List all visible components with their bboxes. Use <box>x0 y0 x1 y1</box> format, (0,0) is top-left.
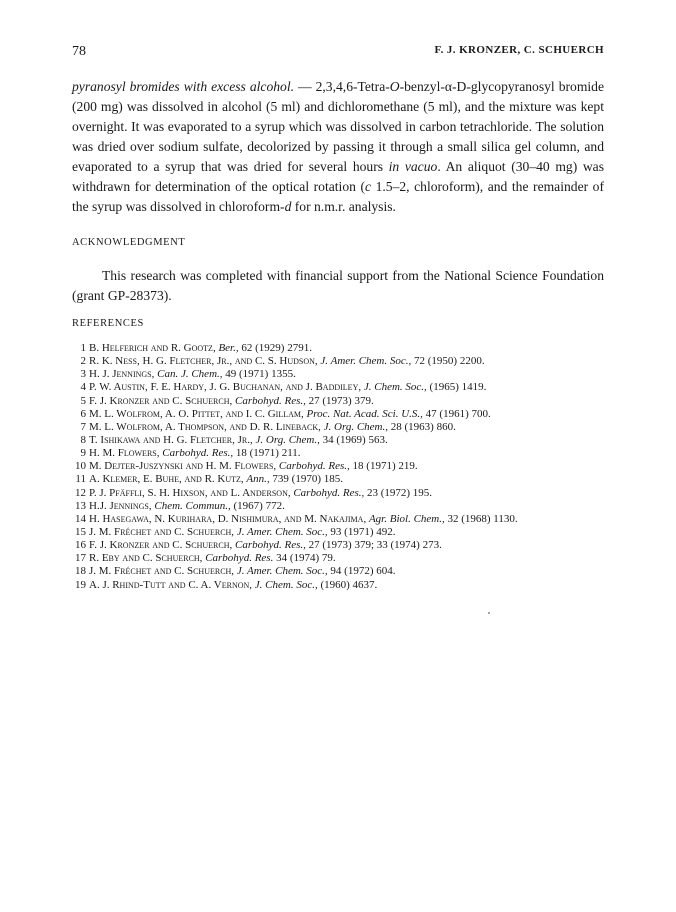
reference-authors: A. J. Rhind-Tutt and C. A. Vernon, <box>89 578 253 591</box>
paragraph-title: pyranosyl bromides with excess alcohol. <box>72 79 295 94</box>
reference-details: 94 (1972) 604. <box>330 565 396 578</box>
reference-authors: T. Ishikawa and H. G. Fletcher, Jr., <box>89 433 253 446</box>
reference-item <box>72 565 612 578</box>
reference-journal: Carbohyd. Res., <box>278 460 350 473</box>
reference-journal: Carbohyd. Res., <box>234 394 306 407</box>
reference-authors: R. Eby and C. Schuerch, <box>89 552 203 565</box>
reference-authors: A. Klemer, E. Buhe, and R. Kutz, <box>89 473 244 486</box>
reference-journal: J. Amer. Chem. Soc., <box>236 565 328 578</box>
reference-authors: H. M. Flowers, <box>89 447 160 460</box>
reference-authors: J. M. Fréchet and C. Schuerch, <box>89 525 235 538</box>
reference-details: 47 (1961) 700. <box>425 407 491 420</box>
reference-number: 2 <box>80 355 86 368</box>
reference-journal: Carbohyd. Res., <box>162 447 234 460</box>
reference-item <box>72 434 612 447</box>
reference-journal: J. Org. Chem., <box>323 420 389 433</box>
reference-authors: P. W. Austin, F. E. Hardy, J. G. Buchanan, and J. Baddiley, <box>89 381 362 394</box>
reference-number: 19 <box>75 578 86 591</box>
reference-number: 6 <box>80 407 86 420</box>
reference-details: 72 (1950) 2200. <box>414 355 485 368</box>
references-heading: REFERENCES <box>72 318 144 329</box>
reference-authors: J. M. Fréchet and C. Schuerch, <box>89 565 235 578</box>
reference-authors: R. K. Ness, H. G. Fletcher, Jr., and C. S. Hudson, <box>89 355 318 368</box>
reference-item <box>72 579 612 592</box>
reference-journal: Proc. Nat. Acad. Sci. U.S., <box>306 407 423 420</box>
reference-details: 27 (1973) 379. <box>308 394 374 407</box>
reference-journal: J. Amer. Chem. Soc., <box>236 525 328 538</box>
reference-journal: Ann., <box>246 473 270 486</box>
paragraph-text: pyranosyl bromides with excess alcohol. — 2,3,4,6-Tetra-O-benzyl-α-D-glycopyranosyl bromide (200 mg) was dissolved in alcohol (5 ml) and dichloromethane (5 ml), and the mixture was kept overnight. It was evaporated to a syrup which was dissolved in carbon tetrachloride. The solution was dried over sodium sulfate, decolorized by passing it through a small silica gel column, and evaporated to a syrup that was dried for several hours in vacuo. An aliquot (30–40 mg) was withdrawn for determination of the optical rotation (c 1.5–2, chloroform), and the remainder of the syrup was dissolved in chloroform-d for n.m.r. analysis. <box>72 79 605 214</box>
reference-number: 13 <box>75 499 86 512</box>
reference-journal: Carbohyd. Res. <box>205 552 274 565</box>
running-head: F. J. KRONZER, C. SCHUERCH <box>434 44 604 56</box>
reference-details: 49 (1971) 1355. <box>225 368 296 381</box>
reference-item <box>72 513 612 526</box>
reference-item <box>72 460 612 473</box>
reference-number: 5 <box>80 394 86 407</box>
reference-number: 15 <box>75 525 86 538</box>
page-number: 78 <box>72 44 86 59</box>
reference-journal: Ber., <box>218 342 239 354</box>
reference-journal: J. Amer. Chem. Soc., <box>320 355 412 368</box>
reference-item <box>72 342 612 355</box>
reference-authors: M. L. Wolfrom, A. Thompson, and D. R. Lineback, <box>89 420 321 433</box>
reference-details: 62 (1929) 2791. <box>241 342 312 354</box>
reference-journal: Chem. Commun., <box>154 499 231 512</box>
reference-authors: M. Dejter-Juszynski and H. M. Flowers, <box>89 460 277 473</box>
reference-item <box>72 487 612 500</box>
reference-number: 4 <box>80 381 86 394</box>
reference-item <box>72 381 612 394</box>
reference-number: 16 <box>75 539 86 552</box>
reference-item <box>72 368 612 381</box>
reference-journal: Agr. Biol. Chem., <box>368 512 445 525</box>
acknowledgment-heading: ACKNOWLEDGMENT <box>72 237 186 248</box>
reference-number: 18 <box>75 565 86 578</box>
reference-number: 12 <box>75 486 86 499</box>
reference-item <box>72 526 612 539</box>
reference-details: 28 (1963) 860. <box>390 420 456 433</box>
reference-authors: B. Helferich and R. Gootz, <box>89 342 216 354</box>
reference-list <box>72 342 612 592</box>
reference-details: 18 (1971) 219. <box>352 460 418 473</box>
experimental-paragraph <box>72 77 604 217</box>
reference-journal: Can. J. Chem., <box>157 368 223 381</box>
reference-item <box>72 421 612 434</box>
scan-speck <box>488 612 490 614</box>
reference-authors: H. Hasegawa, N. Kurihara, D. Nishimura, and M. Nakajima, <box>89 512 367 525</box>
reference-details: 93 (1971) 492. <box>330 525 396 538</box>
reference-item <box>72 500 612 513</box>
reference-authors: H.J. Jennings, <box>89 499 152 512</box>
reference-journal: J. Chem. Soc., <box>363 381 427 394</box>
reference-item <box>72 473 612 486</box>
reference-journal: J. Chem. Soc., <box>254 578 318 591</box>
acknowledgment-text: This research was completed with financial support from the National Science Foundation (grant GP-28373). <box>72 268 604 303</box>
reference-number: 10 <box>75 460 86 473</box>
reference-number: 1 <box>80 342 86 354</box>
reference-details: (1960) 4637. <box>320 578 378 591</box>
reference-number: 8 <box>80 433 86 446</box>
reference-authors: F. J. Kronzer and C. Schuerch, <box>89 539 233 552</box>
reference-journal: J. Org. Chem., <box>255 433 320 446</box>
reference-journal: Carbohyd. Res., <box>293 486 365 499</box>
reference-details: (1967) 772. <box>233 499 285 512</box>
reference-item <box>72 447 612 460</box>
reference-number: 9 <box>80 447 86 460</box>
acknowledgment-paragraph <box>72 266 604 306</box>
reference-details: 34 (1974) 79. <box>276 552 336 565</box>
reference-item <box>72 539 612 552</box>
reference-details: 739 (1970) 185. <box>272 473 343 486</box>
reference-authors: F. J. Kronzer and C. Schuerch, <box>89 394 233 407</box>
reference-number: 17 <box>75 552 86 565</box>
reference-item <box>72 408 612 421</box>
reference-authors: P. J. Pfäffli, S. H. Hixson, and L. Anderson, <box>89 486 291 499</box>
reference-details: 18 (1971) 211. <box>235 447 301 460</box>
reference-details: 34 (1969) 563. <box>322 433 388 446</box>
reference-number: 3 <box>80 368 86 381</box>
page-header <box>72 44 604 62</box>
reference-authors: M. L. Wolfrom, A. O. Pittet, and I. C. Gillam, <box>89 407 304 420</box>
reference-details: 23 (1972) 195. <box>366 486 433 499</box>
reference-details: (1965) 1419. <box>429 381 487 394</box>
reference-details: 32 (1968) 1130. <box>447 512 518 525</box>
reference-authors: H. J. Jennings, <box>89 368 155 381</box>
reference-number: 7 <box>80 420 86 433</box>
reference-details: 27 (1973) 379; 33 (1974) 273. <box>308 539 442 552</box>
reference-item <box>72 395 612 408</box>
reference-item <box>72 355 612 368</box>
reference-number: 11 <box>75 473 86 486</box>
reference-journal: Carbohyd. Res., <box>234 539 306 552</box>
reference-number: 14 <box>75 512 86 525</box>
reference-item <box>72 552 612 565</box>
